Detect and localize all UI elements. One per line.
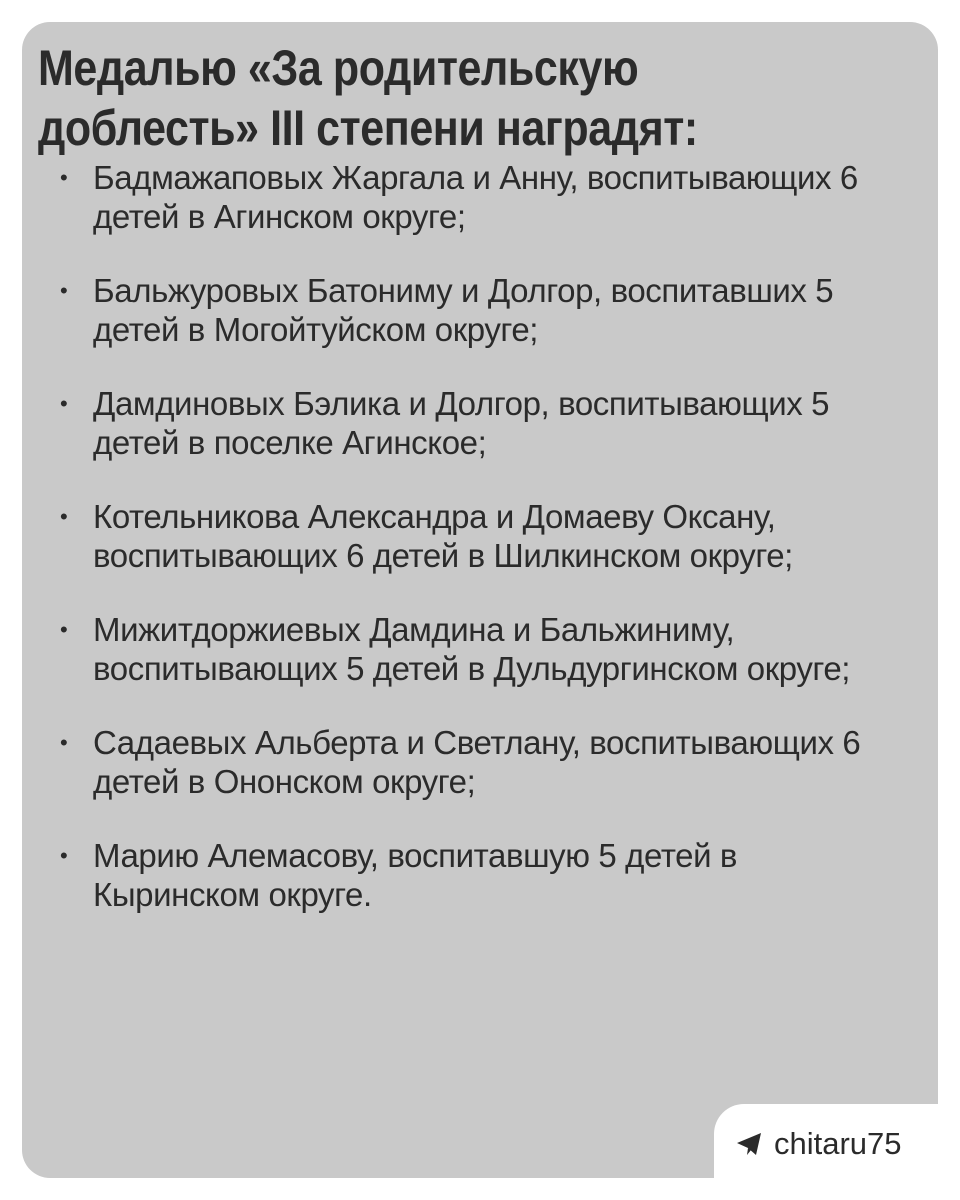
list-item [60,158,900,236]
list-item [60,271,900,349]
list-item-text: Бадмажаповых Жаргала и Анну, воспитывающих 6 детей в Агинском округе; [93,159,858,235]
bullet-icon: • [60,278,68,303]
page-title [38,38,778,158]
list-item-text: Мижитдоржиевых Дамдина и Бальжиниму, воспитывающих 5 детей в Дульдургинском округе; [93,611,851,687]
bullet-icon: • [60,391,68,416]
list-item-text: Садаевых Альберта и Светлану, воспитывающих 6 детей в Ононском округе; [93,724,861,800]
list-item-text: Котельникова Александра и Домаеву Оксану, воспитывающих 6 детей в Шилкинском округе; [93,498,793,574]
bullet-icon: • [60,165,68,190]
list-item [60,836,900,914]
list-item-text: Дамдиновых Бэлика и Долгор, воспитывающих 5 детей в поселке Агинское; [93,385,830,461]
bullet-icon: • [60,730,68,755]
title-line-2: доблесть» III степени наградят: [38,100,698,156]
channel-link[interactable] [734,1124,902,1164]
list-item [60,384,900,462]
channel-handle: chitaru75 [774,1126,902,1161]
bullet-icon: • [60,617,68,642]
list-item [60,497,900,575]
bullet-icon: • [60,504,68,529]
list-item-text: Бальжуровых Батониму и Долгор, воспитавших 5 детей в Могойтуйском округе; [93,272,834,348]
list-item [60,723,900,801]
list-item [60,610,900,688]
telegram-plane-icon [734,1129,764,1159]
list-item-text: Марию Алемасову, воспитавшую 5 детей в Кыринском округе. [93,837,738,913]
bullet-icon: • [60,843,68,868]
title-line-1: Медалью «За родительскую [38,40,639,96]
awardees-list [60,158,900,949]
